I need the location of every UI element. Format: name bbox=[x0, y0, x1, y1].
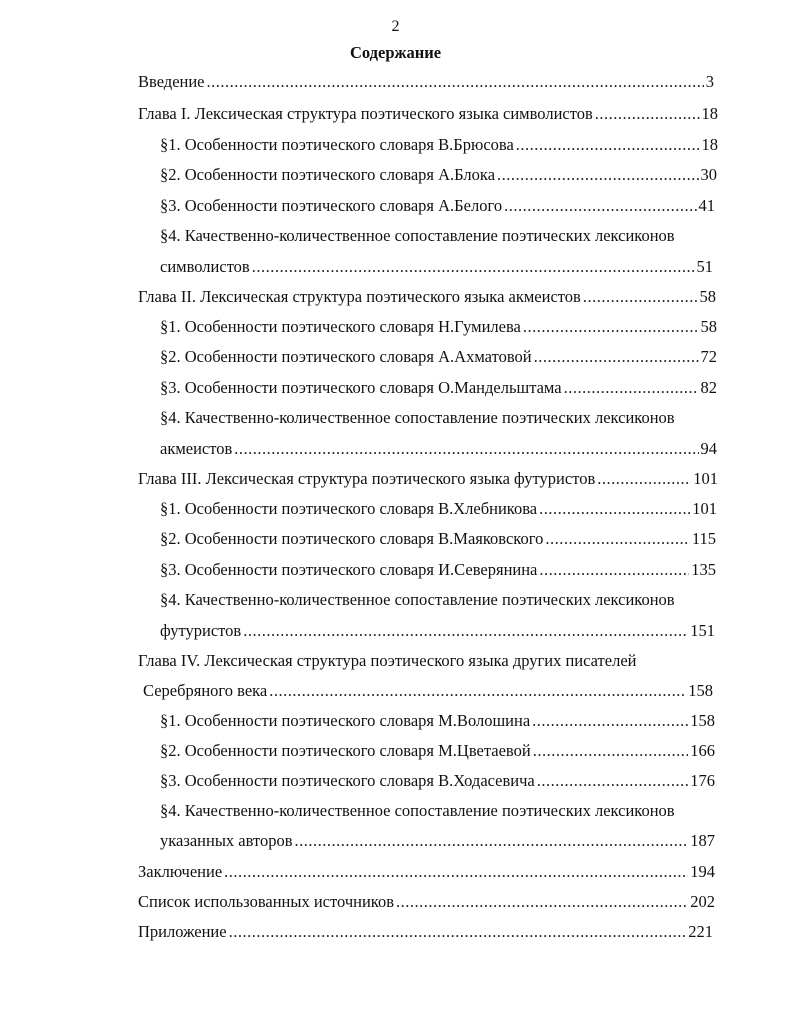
toc-entry-label: §2. Особенности поэтического словаря В.Маяковского bbox=[160, 529, 544, 548]
toc-entry-page: 166 bbox=[690, 741, 715, 760]
toc-entry-section bbox=[160, 829, 715, 853]
toc-leader-dots bbox=[523, 315, 699, 339]
toc-entry-label: Серебряного века bbox=[143, 681, 268, 700]
toc-entry-label: §3. Особенности поэтического словаря О.Мандельштама bbox=[160, 378, 562, 397]
toc-entry-section bbox=[160, 133, 718, 157]
toc-entry-page: 101 bbox=[692, 499, 717, 518]
toc-leader-dots bbox=[497, 163, 698, 187]
toc-entry-page: 18 bbox=[701, 104, 718, 123]
toc-entry-section bbox=[160, 739, 715, 763]
toc-leader-dots bbox=[597, 467, 691, 491]
toc-entry-section bbox=[160, 619, 715, 643]
toc-entry-label: Введение bbox=[138, 72, 205, 91]
toc-entry-label: §1. Особенности поэтического словаря В.Брюсова bbox=[160, 135, 514, 154]
toc-entry-label: Приложение bbox=[138, 922, 227, 941]
toc-entry-label: Глава II. Лексическая структура поэтического языка акмеистов bbox=[138, 287, 581, 306]
toc-leader-dots bbox=[269, 679, 686, 703]
toc-entry-chapter-1 bbox=[138, 102, 718, 126]
toc-leader-dots bbox=[545, 527, 690, 551]
toc-title: Содержание bbox=[349, 43, 442, 62]
toc-entry-section bbox=[160, 194, 715, 218]
toc-entry-section bbox=[160, 558, 716, 582]
toc-leader-dots bbox=[234, 437, 698, 461]
toc-entry-section bbox=[160, 769, 715, 793]
toc-entry-page: 51 bbox=[696, 257, 713, 276]
toc-entry-label-line1: §4. Качественно-количественное сопоставление поэтических лексиконов bbox=[160, 590, 675, 609]
toc-entry-section bbox=[160, 376, 717, 400]
toc-entry-label-line1: §4. Качественно-количественное сопоставление поэтических лексиконов bbox=[160, 801, 675, 820]
toc-leader-dots bbox=[539, 558, 689, 582]
toc-entry-label: Глава III. Лексическая структура поэтического языка футуристов bbox=[138, 469, 596, 488]
toc-entry-label: Заключение bbox=[138, 862, 223, 881]
page-number: 2 bbox=[391, 18, 400, 35]
toc-entry-section bbox=[160, 527, 716, 551]
toc-entry-page: 30 bbox=[700, 165, 717, 184]
toc-entry-page: 58 bbox=[700, 317, 717, 336]
toc-entry-page: 202 bbox=[690, 892, 715, 911]
toc-entry-page: 158 bbox=[688, 681, 713, 700]
toc-entry-page: 82 bbox=[700, 378, 717, 397]
toc-leader-dots bbox=[243, 619, 688, 643]
toc-entry-section bbox=[160, 345, 717, 369]
toc-entry-label: акмеистов bbox=[160, 439, 233, 458]
toc-entry-page: 176 bbox=[690, 771, 715, 790]
toc-leader-dots bbox=[539, 497, 690, 521]
toc-entry-label: футуристов bbox=[160, 621, 242, 640]
toc-entry-page: 158 bbox=[690, 711, 715, 730]
toc-entry-label: указанных авторов bbox=[160, 831, 293, 850]
toc-entry-section bbox=[160, 437, 717, 461]
toc-entry-label: §2. Особенности поэтического словаря А.Ахматовой bbox=[160, 347, 532, 366]
toc-leader-dots bbox=[224, 860, 688, 884]
toc-entry-page: 151 bbox=[690, 621, 715, 640]
toc-leader-dots bbox=[295, 829, 689, 853]
toc-entry-page: 94 bbox=[700, 439, 717, 458]
toc-entry-section bbox=[160, 255, 713, 279]
toc-entry-label: §3. Особенности поэтического словаря В.Ходасевича bbox=[160, 771, 535, 790]
toc-leader-dots bbox=[564, 376, 699, 400]
toc-leader-dots bbox=[533, 739, 689, 763]
toc-entry-page: 221 bbox=[688, 922, 713, 941]
toc-leader-dots bbox=[595, 102, 700, 126]
toc-entry-label: Глава I. Лексическая структура поэтического языка символистов bbox=[138, 104, 593, 123]
toc-entry-page: 194 bbox=[690, 862, 715, 881]
toc-entry-page: 18 bbox=[701, 135, 718, 154]
toc-entry-chapter-4-line1: Глава IV. Лексическая структура поэтического языка других писателей bbox=[138, 651, 637, 670]
toc-entry-page: 187 bbox=[690, 831, 715, 850]
toc-leader-dots bbox=[396, 890, 688, 914]
toc-entry-chapter-3 bbox=[138, 467, 718, 491]
toc-entry-label: §3. Особенности поэтического словаря И.Северянина bbox=[160, 560, 538, 579]
toc-entry-page: 101 bbox=[693, 469, 718, 488]
toc-entry-label: §3. Особенности поэтического словаря А.Белого bbox=[160, 196, 503, 215]
toc-entry-label-line1: §4. Качественно-количественное сопоставление поэтических лексиконов bbox=[160, 408, 675, 427]
toc-entry-section bbox=[160, 315, 717, 339]
toc-entry-references bbox=[138, 890, 715, 914]
toc-entry-section bbox=[160, 709, 715, 733]
toc-leader-dots bbox=[229, 920, 687, 944]
toc-entry-page: 58 bbox=[699, 287, 716, 306]
toc-entry-chapter-2 bbox=[138, 285, 716, 309]
toc-entry-conclusion bbox=[138, 860, 715, 884]
toc-entry-label: §1. Особенности поэтического словаря Н.Гумилева bbox=[160, 317, 521, 336]
toc-entry-page: 135 bbox=[691, 560, 716, 579]
toc-leader-dots bbox=[516, 133, 700, 157]
toc-leader-dots bbox=[534, 345, 699, 369]
toc-leader-dots bbox=[504, 194, 696, 218]
toc-leader-dots bbox=[207, 70, 704, 94]
toc-entry-introduction bbox=[138, 70, 714, 94]
toc-entry-label-line1: §4. Качественно-количественное сопоставление поэтических лексиконов bbox=[160, 226, 675, 245]
toc-entry-page: 41 bbox=[698, 196, 715, 215]
toc-entry-label: Список использованных источников bbox=[138, 892, 394, 911]
toc-entry-appendix bbox=[138, 920, 713, 944]
toc-leader-dots bbox=[252, 255, 695, 279]
toc-entry-label: §2. Особенности поэтического словаря М.Цветаевой bbox=[160, 741, 531, 760]
toc-entry-page: 3 bbox=[705, 72, 714, 91]
toc-leader-dots bbox=[583, 285, 698, 309]
toc-entry-page: 72 bbox=[700, 347, 717, 366]
toc-entry-label: символистов bbox=[160, 257, 250, 276]
toc-entry-label: §2. Особенности поэтического словаря А.Блока bbox=[160, 165, 496, 184]
toc-entry-section bbox=[160, 497, 717, 521]
toc-leader-dots bbox=[532, 709, 688, 733]
toc-entry-section bbox=[160, 163, 717, 187]
toc-entry-label: §1. Особенности поэтического словаря В.Хлебникова bbox=[160, 499, 538, 518]
toc-entry-label: §1. Особенности поэтического словаря М.Волошина bbox=[160, 711, 531, 730]
toc-entry-chapter-4 bbox=[143, 679, 713, 703]
toc-leader-dots bbox=[537, 769, 689, 793]
toc-entry-page: 115 bbox=[691, 529, 716, 548]
